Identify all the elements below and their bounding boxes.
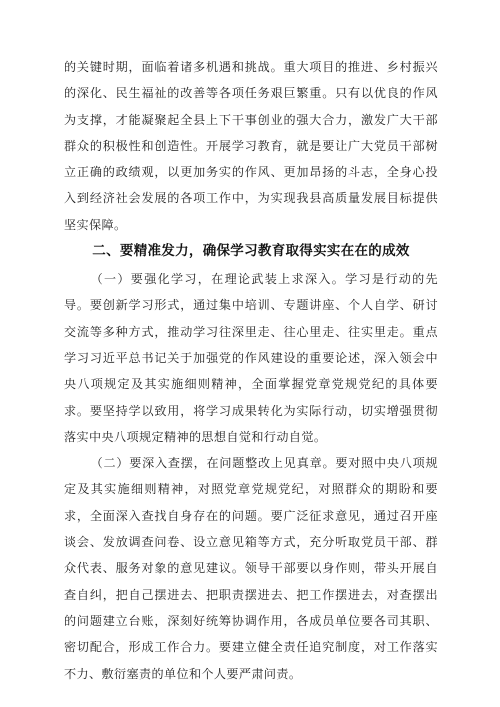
body-paragraph: 的关键时期，面临着诸多机遇和挑战。重大项目的推进、乡村振兴的深化、民生福祉的改善等各项任务艰巨繁重。只有以优良的作风为支撑，才能凝聚起全县上下干事创业的强大合力，激发广大干部群众的积极性和创造性。开展学习教育，就是要让广大党员干部树立正确的政绩观，以更加务实的作风、更加昂扬的斗志，全身心投入到经济社会发展的各项工作中，为实现我县高质量发展目标提供坚实保障。 <box>64 60 438 232</box>
body-paragraph: （一）要强化学习，在理论武装上求深入。学习是行动的先导。要创新学习形式，通过集中培训、专题讲座、个人自学、研讨交流等多种方式，推动学习往深里走、往心里走、往实里走。重点学习习近平总书记关于加强党的作风建设的重要论述，深入领会中央八项规定及其实施细则精神，全面掌握党章党规党纪的具体要求。要坚持学以致用，将学习成果转化为实际行动，切实增强贯彻落实中央八项规定精神的思想自觉和行动自觉。 <box>64 272 438 444</box>
section-heading: 二、要精准发力，确保学习教育取得实实在在的成效 <box>92 243 410 260</box>
body-paragraph: （二）要深入查摆，在问题整改上见真章。要对照中央八项规定及其实施细则精神，对照党章党规党纪，对照群众的期盼和要求，全面深入查找自身存在的问题。要广泛征求意见，通过召开座谈会、发放调查问卷、设立意见箱等方式，充分听取党员干部、群众代表、服务对象的意见建议。领导干部要以身作则，带头开展自查自纠，把自己摆进去、把职责摆进去、把工作摆进去，对查摆出的问题建立台账，深刻好统筹协调作用，各成员单位要各司其职、密切配合，形成工作合力。要建立健全责任追究制度，对工作落实不力、敷衍塞责的单位和个人要严肃问责。 <box>64 456 438 681</box>
